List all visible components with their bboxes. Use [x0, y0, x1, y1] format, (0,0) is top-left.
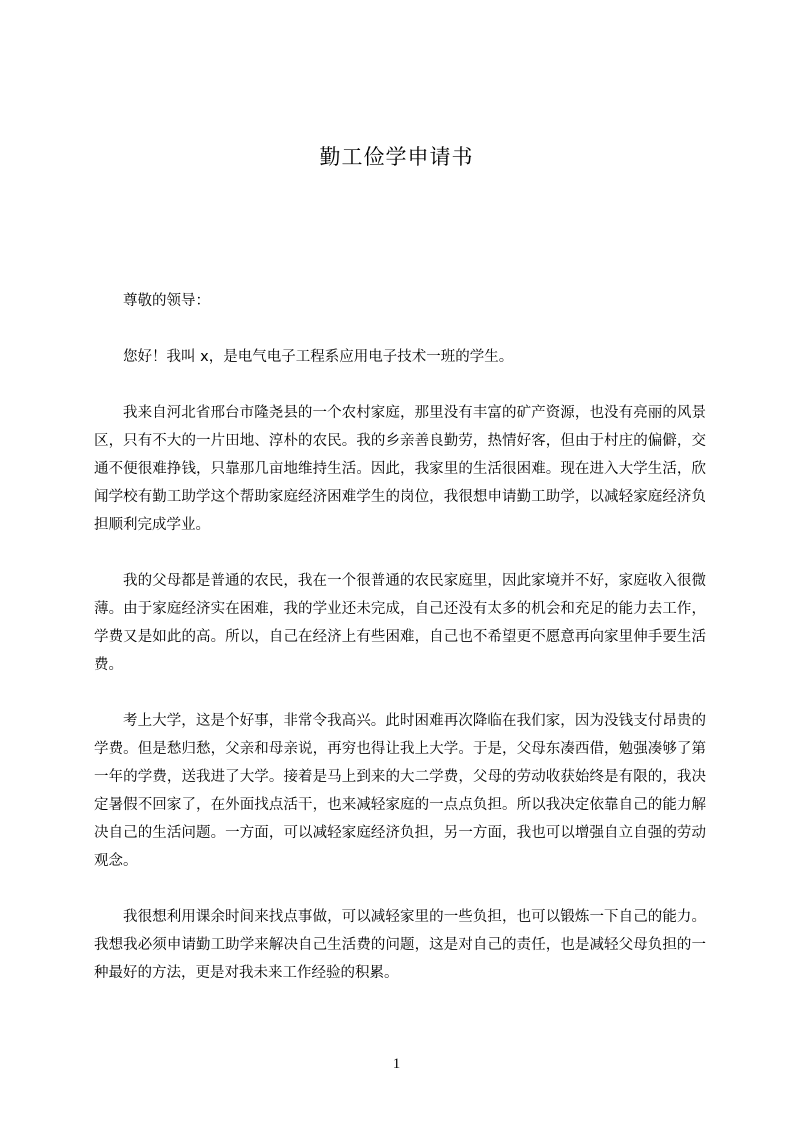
body-paragraph: 我来自河北省邢台市隆尧县的一个农村家庭，那里没有丰富的矿产资源，也没有亮丽的风景区，只有不大的一片田地、淳朴的农民。我的乡亲善良勤劳，热情好客，但由于村庄的偏僻，交通不便很难挣钱，只靠那几亩地维持生活。因此，我家里的生活很困难。现在进入大学生活，欣闻学校有勤工助学这个帮助家庭经济困难学生的岗位，我很想申请勤工助学，以减轻家庭经济负担顺利完成学业。 — [94, 405, 706, 533]
page-number: 1 — [392, 1056, 401, 1072]
body-paragraph: 考上大学，这是个好事，非常令我高兴。此时困难再次降临在我们家，因为没钱支付昂贵的学费。但是愁归愁，父亲和母亲说，再穷也得让我上大学。于是，父母东凑西借，勉强凑够了第一年的学费，送我进了大学。接着是马上到来的大二学费，父母的劳动收获始终是有限的，我决定暑假不回家了，在外面找点活干，也来减轻家庭的一点点负担。所以我决定依靠自己的能力解决自己的生活问题。一方面，可以减轻家庭经济负担，另一方面，我也可以增强自立自强的劳动观念。 — [94, 713, 706, 869]
body-paragraph: 我很想利用课余时间来找点事做，可以减轻家里的一些负担，也可以锻炼一下自己的能力。我想我必须申请勤工助学来解决自己生活费的问题，这是对自己的责任，也是减轻父母负担的一种最好的方法，更是对我未来工作经验的积累。 — [94, 909, 706, 981]
document-body — [94, 287, 706, 1015]
document-title: 勤工俭学申请书 — [319, 145, 474, 169]
salutation-paragraph: 尊敬的领导： — [123, 293, 210, 309]
greeting-paragraph: 您好！我叫 x，是电气电子工程系应用电子技术一班的学生。 — [123, 349, 514, 365]
body-paragraph: 我的父母都是普通的农民，我在一个很普通的农民家庭里，因此家境并不好，家庭收入很微薄。由于家庭经济实在困难，我的学业还未完成，自己还没有太多的机会和充足的能力去工作，学费又是如此的高。所以，自己在经济上有些困难，自己也不希望更不愿意再向家里伸手要生活费。 — [94, 573, 706, 673]
